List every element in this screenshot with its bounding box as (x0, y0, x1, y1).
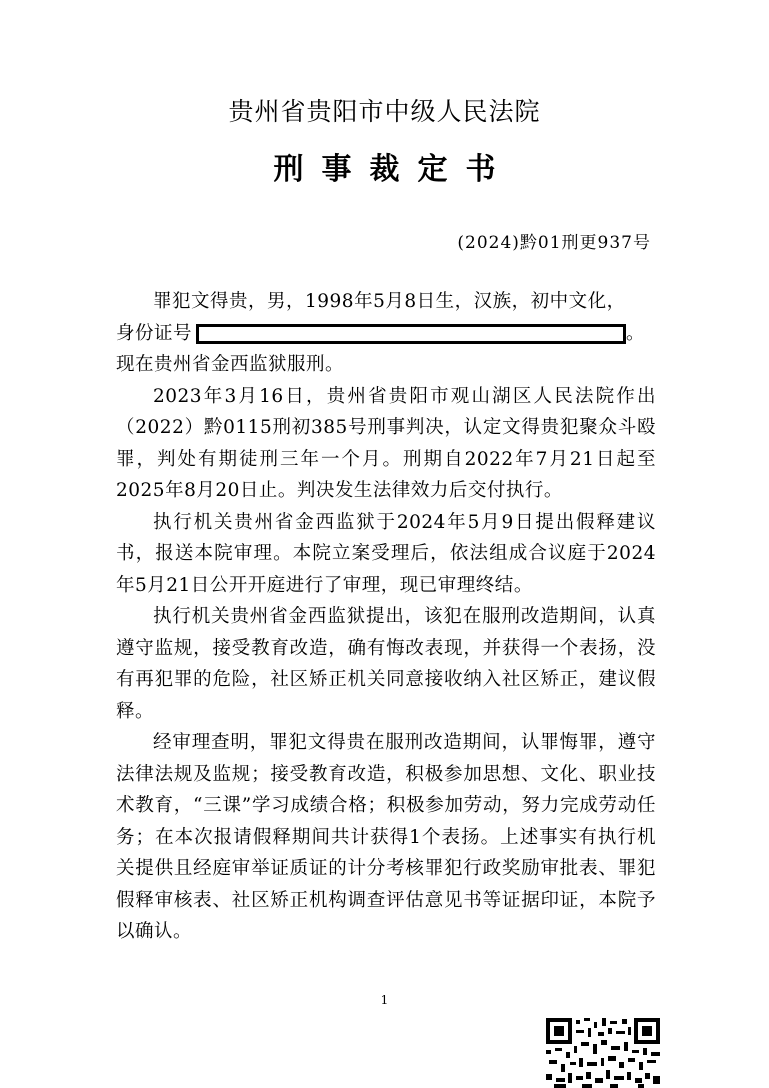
paragraph-findings: 经审理查明，罪犯文得贵在服刑改造期间，认罪悔罪，遵守法律法规及监规；接受教育改造，积极参加思想、文化、职业技术教育，“三课”学习成绩合格；积极参加劳动，努力完成劳动任务；在本次报请假释期间共计获得1个表扬。上述事实有执行机关提供且经庭审举证质证的计分考核罪犯行政奖励审批表、罪犯假释审核表、社区矫正机构调查评估意见书等证据印证，本院予以确认。 (116, 732, 656, 942)
document-title: 刑事裁定书 (273, 152, 514, 187)
paragraph-parole-proposal: 执行机关贵州省金西监狱于2024年5月9日提出假释建议书，报送本院审理。本院立案受理后，依法组成合议庭于2024年5月21日公开开庭进行了审理，现已审理终结。 (116, 511, 656, 596)
id-number-end: 。 (626, 322, 646, 344)
redacted-id-box (196, 324, 626, 344)
id-number-label: 身份证号 (116, 322, 193, 344)
page-number: 1 (380, 993, 389, 1007)
ruling-body (116, 286, 656, 948)
custody-text: 现在贵州省金西监狱服刑。 (116, 354, 345, 375)
paragraph-defendant (116, 286, 656, 318)
case-number: (2024)黔01刑更937号 (457, 233, 651, 253)
defendant-info-line: 罪犯文得贵，男，1998年5月8日生，汉族，初中文化， (153, 291, 626, 312)
paragraph-executing-agency: 执行机关贵州省金西监狱提出，该犯在服刑改造期间，认真遵守监规，接受教育改造，确有悔改表现，并获得一个表扬，没有再犯罪的危险，社区矫正机关同意接收纳入社区矫正，建议假释。 (116, 606, 656, 722)
qr-code-icon (546, 1018, 660, 1088)
custody-line (116, 349, 656, 381)
paragraph-judgment: 2023年3月16日，贵州省贵阳市观山湖区人民法院作出（2022）黔0115刑初385号刑事判决，认定文得贵犯聚众斗殴罪，判处有期徒刑三年一个月。刑期自2022年7月21日起至2025年8月20日止。判决发生法律效力后交付执行。 (116, 385, 656, 501)
court-name: 贵州省贵阳市中级人民法院 (228, 97, 541, 126)
qr-code-graphic (546, 1018, 660, 1088)
id-number-row (116, 318, 656, 350)
